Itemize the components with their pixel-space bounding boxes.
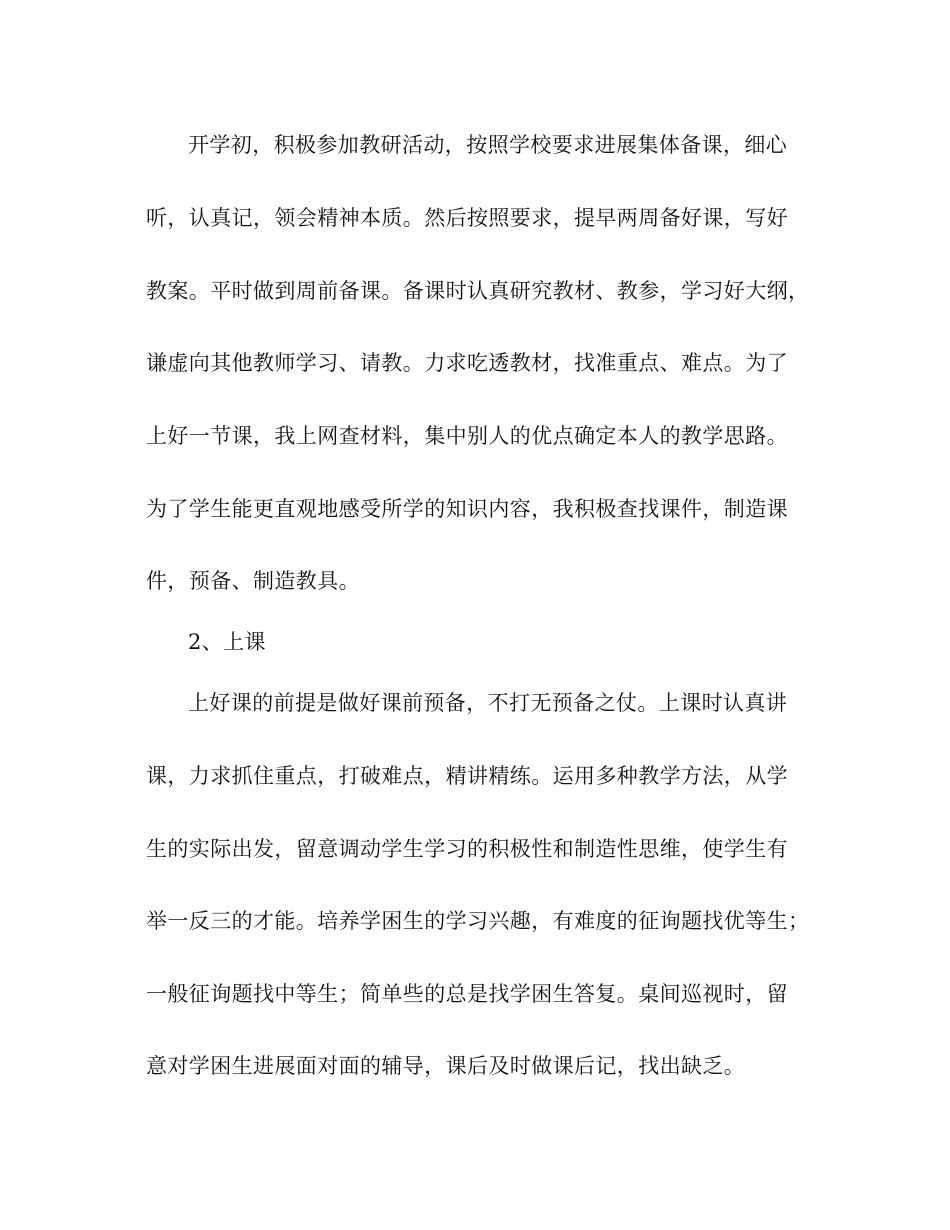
- paragraph-line: 生的实际出发，留意调动学生学习的积极性和制造性思维，使学生有: [146, 837, 788, 861]
- paragraph-line: 谦虚向其他教师学习、请教。力求吃透教材，找准重点、难点。为了: [146, 351, 788, 375]
- paragraph-line: 教案。平时做到周前备课。备课时认真研究教材、教参，学习好大纲，: [146, 279, 810, 303]
- paragraph-line: 一般征询题找中等生；简单些的总是找学困生答复。桌间巡视时，留: [146, 982, 788, 1006]
- paragraph-line: 为了学生能更直观地感受所学的知识内容，我积极查找课件，制造课: [146, 497, 788, 521]
- paragraph-line: 上好课的前提是做好课前预备，不打无预备之仗。上课时认真讲: [188, 691, 788, 715]
- paragraph-line: 听，认真记，领会精神本质。然后按照要求，提早两周备好课，写好: [146, 206, 788, 230]
- paragraph-line: 举一反三的才能。培养学困生的学习兴趣，有难度的征询题找优等生；: [146, 909, 810, 933]
- paragraph-line: 上好一节课，我上网查材料，集中别人的优点确定本人的教学思路。: [146, 424, 788, 448]
- paragraph-line: 意对学困生进展面对面的辅导，课后及时做课后记，找出缺乏。: [146, 1054, 746, 1078]
- paragraph-line: 课，力求抓住重点，打破难点，精讲精练。运用多种教学方法，从学: [146, 764, 788, 788]
- paragraph-line: 开学初，积极参加教研活动，按照学校要求进展集体备课，细心: [188, 133, 788, 157]
- paragraph-line: 件，预备、制造教具。: [146, 569, 360, 593]
- section-heading: 2、上课: [188, 630, 266, 654]
